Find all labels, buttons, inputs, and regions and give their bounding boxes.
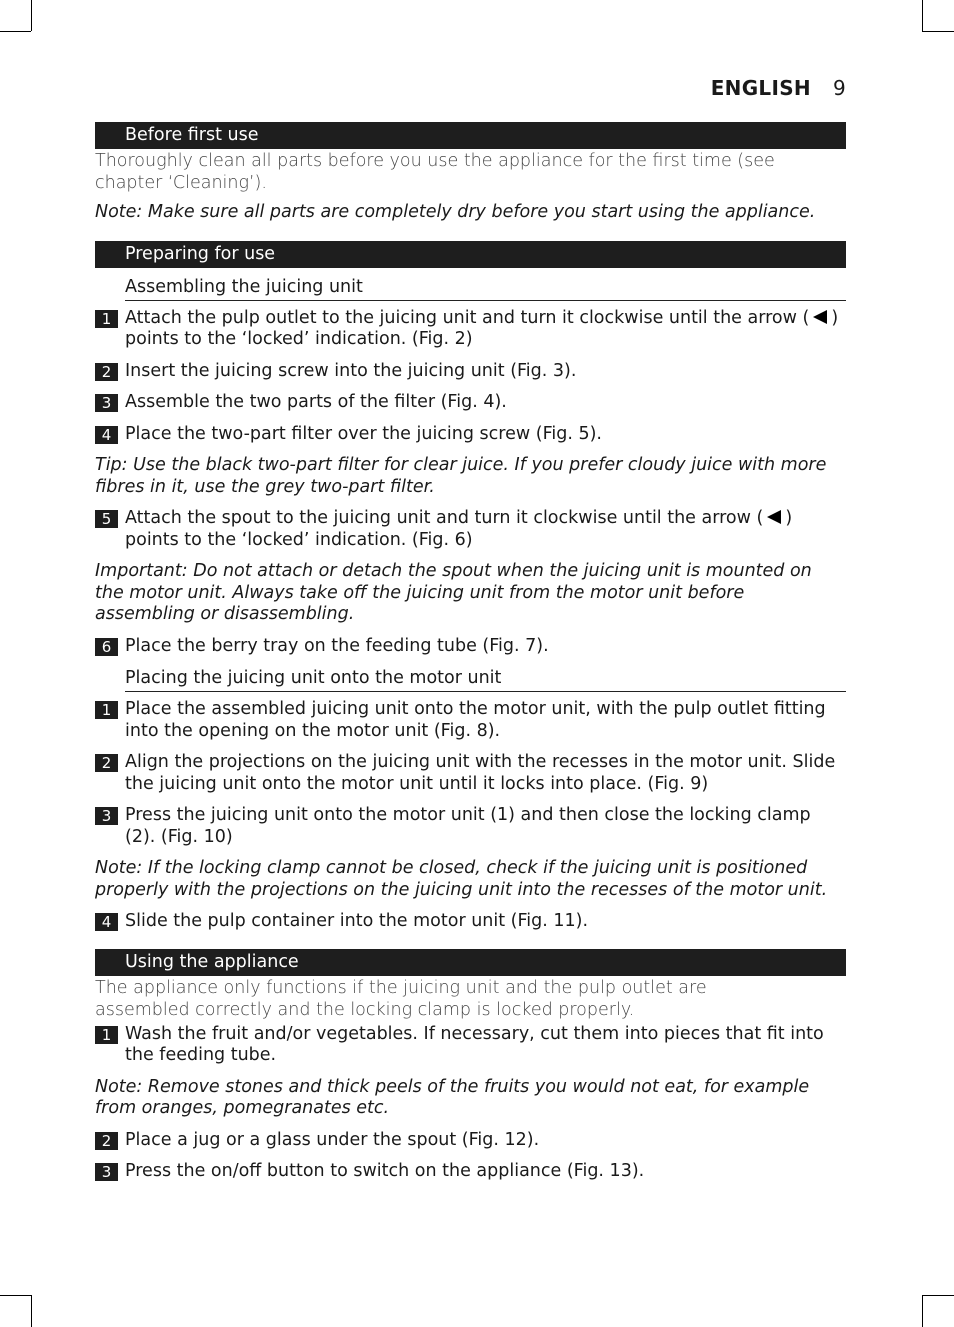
step-text: ) points to the ‘locked’ indication. (Fig. 2) (125, 307, 839, 349)
paragraph: Thoroughly clean all parts before you use the appliance for the first time (see chapter ‘Cleaning’). (95, 151, 775, 193)
step-number: 2 (95, 1132, 118, 1150)
step-text: Attach the pulp outlet to the juicing unit and turn it clockwise until the arrow ( (125, 307, 810, 328)
list-item (95, 636, 846, 658)
step-number: 1 (95, 310, 118, 328)
crop-mark (922, 31, 954, 32)
step-number: 3 (95, 394, 118, 412)
arrow-left-icon (813, 310, 827, 324)
section-heading-using: Using the appliance (95, 949, 846, 976)
step-number: 2 (95, 363, 118, 381)
page-content (95, 122, 846, 1183)
step-number: 3 (95, 807, 118, 825)
crop-mark (0, 31, 31, 32)
list-item (95, 361, 846, 383)
step-text: Place the berry tray on the feeding tube (Fig. 7). (125, 635, 549, 656)
note: Note: Make sure all parts are completely dry before you start using the appliance. (95, 202, 816, 222)
list-item (95, 1130, 846, 1152)
note: Note: If the locking clamp cannot be closed, check if the juicing unit is positioned properly with the projections on the juicing unit into the recesses of the motor unit. (95, 858, 828, 900)
step-text: Attach the spout to the juicing unit and turn it clockwise until the arrow ( (125, 508, 764, 528)
tip: Tip: Use the black two-part filter for clear juice. If you prefer cloudy juice with more fibres in it, use the grey two-part filter. (95, 455, 827, 497)
list-item (95, 805, 846, 848)
section-heading-before-first-use: Before first use (95, 122, 846, 149)
list-item (95, 424, 846, 446)
crop-mark (31, 0, 32, 31)
step-number: 5 (95, 510, 118, 528)
step-number: 4 (95, 913, 118, 931)
subheading-placing: Placing the juicing unit onto the motor unit (125, 667, 846, 692)
step-text: ) points to the ‘locked’ indication. (Fig. 6) (125, 508, 793, 550)
list-item (95, 1161, 846, 1183)
important-note: Important: Do not attach or detach the spout when the juicing unit is mounted on the motor unit. Always take off the juicing unit from the motor unit before assembling or disassembling. (95, 561, 812, 624)
crop-mark (0, 1295, 31, 1296)
section-heading-preparing: Preparing for use (95, 241, 846, 268)
crop-mark (922, 1295, 954, 1296)
step-text: Place the assembled juicing unit onto the motor unit, with the pulp outlet fitting into the opening on the motor unit (Fig. 8). (125, 699, 826, 741)
crop-mark (31, 1295, 32, 1327)
page-number: 9 (832, 76, 846, 100)
language-label: ENGLISH (710, 76, 811, 100)
step-text: Place a jug or a glass under the spout (Fig. 12). (125, 1129, 540, 1150)
crop-mark (922, 1295, 923, 1327)
step-number: 6 (95, 638, 118, 656)
step-text: Assemble the two parts of the filter (Fig. 4). (125, 392, 507, 412)
list-item (95, 308, 846, 351)
step-text: Place the two-part filter over the juicing screw (Fig. 5). (125, 423, 602, 444)
paragraph: The appliance only functions if the juicing unit and the pulp outlet are assembled correctly and the locking clamp is locked properly. (95, 977, 707, 1020)
subheading-assembling: Assembling the juicing unit (125, 276, 846, 301)
list-item (95, 508, 846, 551)
list-item (95, 1024, 846, 1067)
step-number: 3 (95, 1163, 118, 1181)
step-number: 4 (95, 426, 118, 444)
list-item (95, 699, 846, 742)
step-text: Slide the pulp container into the motor unit (Fig. 11). (125, 911, 589, 931)
list-item (95, 911, 846, 933)
note: Note: Remove stones and thick peels of the fruits you would not eat, for example from oranges, pomegranates etc. (95, 1076, 810, 1118)
step-number: 1 (95, 1026, 118, 1044)
page-header (711, 76, 846, 100)
step-text: Wash the fruit and/or vegetables. If necessary, cut them into pieces that fit into the feeding tube. (125, 1023, 824, 1065)
step-text: Press the juicing unit onto the motor unit (1) and then close the locking clamp (2). (Fig. 10) (125, 805, 811, 847)
step-text: Press the on/off button to switch on the appliance (Fig. 13). (125, 1161, 645, 1181)
step-text: Insert the juicing screw into the juicing unit (Fig. 3). (125, 360, 577, 381)
step-number: 2 (95, 754, 118, 772)
list-item (95, 392, 846, 414)
step-number: 1 (95, 701, 118, 719)
list-item (95, 752, 846, 795)
crop-mark (922, 0, 923, 31)
arrow-left-icon (767, 510, 781, 524)
step-text: Align the projections on the juicing unit with the recesses in the motor unit. Slide the juicing unit onto the motor unit until it locks into place. (Fig. 9) (125, 752, 836, 794)
